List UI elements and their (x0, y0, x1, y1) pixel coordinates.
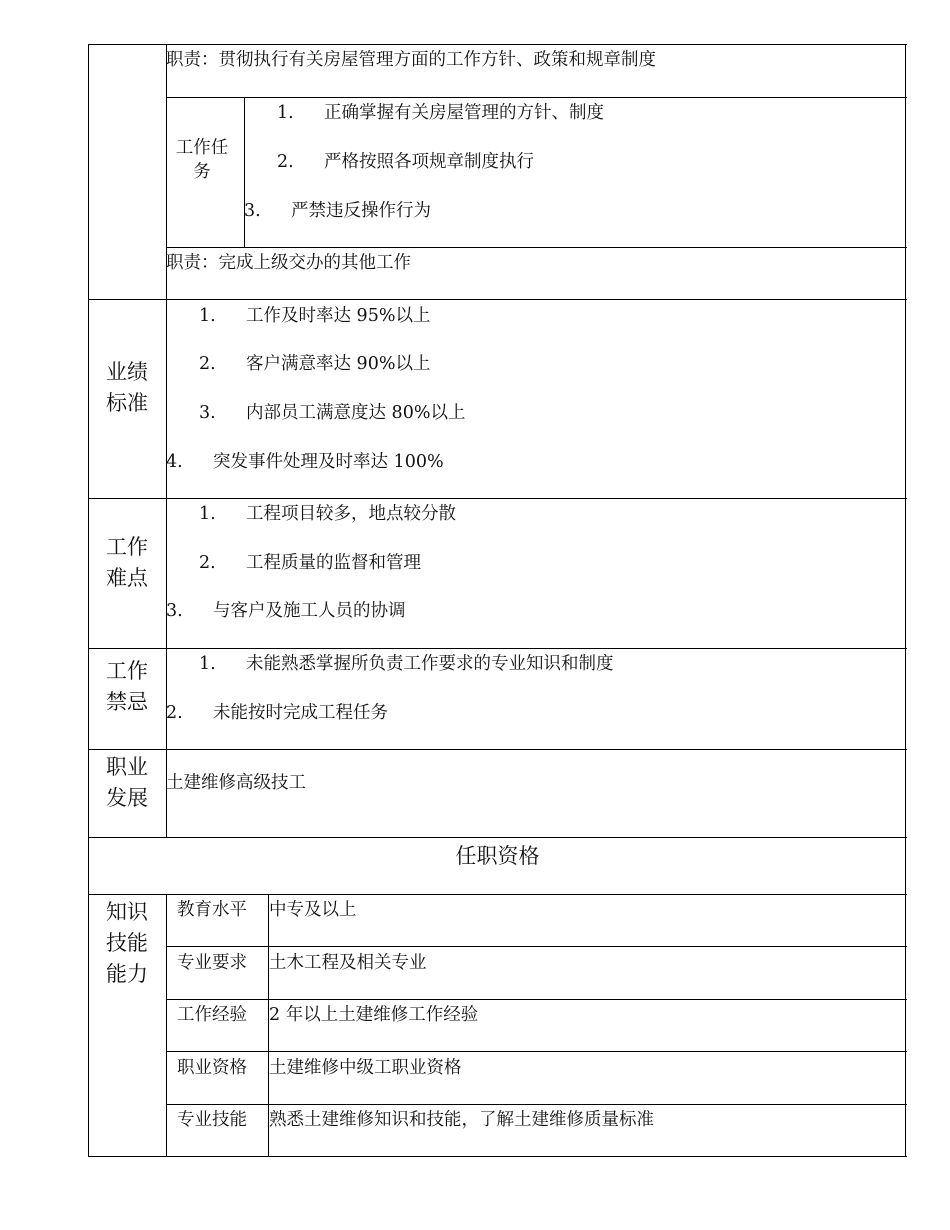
table-left-border (88, 44, 89, 1157)
taboo-item: 未能按时完成工程任务 (213, 703, 388, 723)
qual-key: 职业资格 (177, 1058, 247, 1078)
task-label-divider (244, 97, 245, 247)
qual-value: 中专及以上 (269, 900, 357, 920)
performance-number: 3. (199, 403, 216, 423)
task-number: 2. (277, 152, 294, 172)
qual-key: 专业技能 (177, 1110, 247, 1130)
qual-value: 2 年以上土建维修工作经验 (269, 1005, 479, 1025)
duty1-text: 职责：贯彻执行有关房屋管理方面的工作方针、政策和规章制度 (166, 50, 656, 70)
performance-item: 工作及时率达 95%以上 (246, 306, 431, 326)
qualification-title: 任职资格 (455, 844, 540, 868)
qual-key: 教育水平 (177, 900, 247, 920)
duty2-divider (166, 247, 907, 248)
performance-label: 业绩标准 (106, 360, 148, 415)
section-divider-qualification (88, 837, 907, 838)
task-number: 3. (244, 201, 261, 221)
table-bottom-border (88, 1156, 907, 1157)
difficulty-number: 3. (166, 601, 183, 621)
section-divider-performance (88, 299, 907, 300)
section-divider-taboos (88, 648, 907, 649)
performance-number: 2. (199, 354, 216, 374)
task-number: 1. (277, 103, 294, 123)
performance-item: 内部员工满意度达 80%以上 (246, 403, 466, 423)
taboo-number: 1. (199, 654, 216, 674)
qual-value: 土建维修中级工职业资格 (269, 1058, 462, 1078)
difficulty-item: 与客户及施工人员的协调 (213, 601, 406, 621)
taboo-number: 2. (166, 703, 183, 723)
difficulties-label: 工作难点 (106, 535, 148, 590)
qual-row-divider (166, 946, 907, 947)
qual-row-divider (166, 999, 907, 1000)
qual-row-divider (166, 1104, 907, 1105)
qual-key: 工作经验 (177, 1005, 247, 1025)
taboos-label: 工作禁忌 (106, 659, 148, 714)
qual-value: 熟悉土建维修知识和技能，了解土建维修质量标准 (269, 1110, 654, 1130)
task-item: 严格按照各项规章制度执行 (324, 152, 534, 172)
career-text: 土建维修高级技工 (166, 773, 306, 793)
taboo-item: 未能熟悉掌握所负责工作要求的专业知识和制度 (246, 654, 614, 674)
table-top-border (88, 44, 907, 45)
difficulty-item: 工程项目较多，地点较分散 (246, 504, 456, 524)
section-divider-career (88, 749, 907, 750)
difficulty-item: 工程质量的监督和管理 (246, 553, 421, 573)
difficulty-number: 2. (199, 553, 216, 573)
duty2-text: 职责：完成上级交办的其他工作 (166, 253, 411, 273)
section-divider-difficulties (88, 498, 907, 499)
task-label: 工作任务 (175, 138, 229, 182)
performance-number: 4. (166, 452, 183, 472)
qual-value: 土木工程及相关专业 (269, 953, 427, 973)
difficulty-number: 1. (199, 504, 216, 524)
label-column-divider-lower (166, 894, 167, 1157)
table-right-border (905, 44, 906, 1157)
qual-row-divider (166, 1051, 907, 1052)
task-item: 严禁违反操作行为 (291, 201, 431, 221)
knowledge-label: 知识技能能力 (106, 900, 148, 986)
qual-key: 专业要求 (177, 953, 247, 973)
duty1-divider (166, 97, 907, 98)
section-divider-knowledge (88, 894, 907, 895)
career-label: 职业发展 (106, 755, 148, 810)
task-item: 正确掌握有关房屋管理的方针、制度 (324, 103, 604, 123)
performance-item: 突发事件处理及时率达 100% (213, 452, 444, 472)
performance-item: 客户满意率达 90%以上 (246, 354, 431, 374)
performance-number: 1. (199, 306, 216, 326)
